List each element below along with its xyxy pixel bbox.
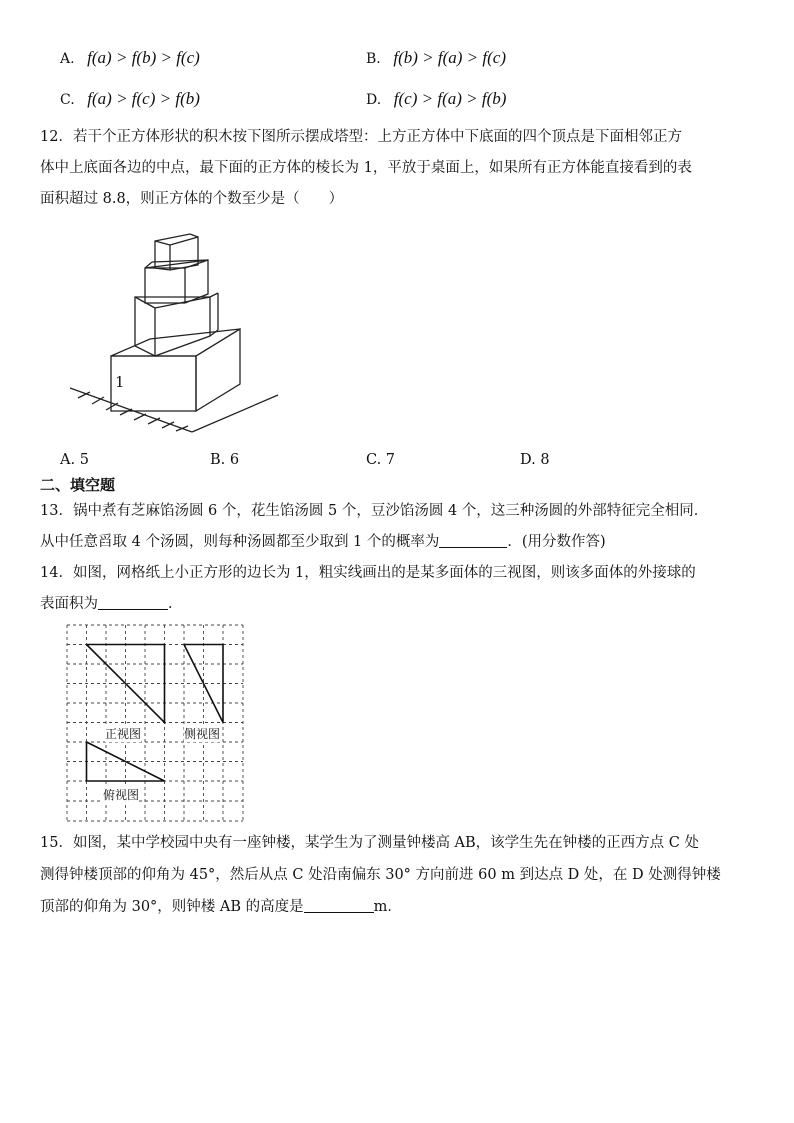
cube-edge-label: 1 (115, 373, 125, 391)
q14-answer-blank (98, 594, 168, 610)
q15-text-line1: 15．如图，某中学校园中央有一座钟楼，某学生为了测量钟楼高 AB，该学生先在钟楼的正西方点 C 处 (40, 835, 699, 851)
q12-text-line3: 面积超过 8.8，则正方体的个数至少是（ ） (40, 191, 344, 207)
q11-option-b: B. f(b) > f(a) > f(c) (366, 48, 506, 67)
q12-option-b: B. 6 (210, 452, 240, 468)
q12-option-d: D. 8 (520, 452, 550, 468)
q12-text-line2: 体中上底面各边的中点，最下面的正方体的棱长为 1，平放于桌面上，如果所有正方体能直接看到的表 (40, 160, 692, 176)
q15-text-line3: 顶部的仰角为 30°，则钟楼 AB 的高度是 m． (40, 899, 402, 915)
q15-text-line2: 测得钟楼顶部的仰角为 45°，然后从点 C 处沿南偏东 30° 方向前进 60 m 到达点 D 处，在 D 处测得钟楼 (40, 867, 721, 883)
top-view-label: 俯视图 (103, 788, 140, 802)
q13-answer-blank (439, 532, 507, 548)
q11-option-d: D. f(c) > f(a) > f(b) (366, 89, 507, 108)
q11-option-c: C. f(a) > f(c) > f(b) (60, 89, 200, 108)
q11-option-a: A. f(a) > f(b) > f(c) (60, 48, 200, 67)
front-view-label: 正视图 (105, 727, 142, 741)
q12-text-line1: 12．若干个正方体形状的积木按下图所示摆成塔型：上方正方体中下底面的四个顶点是下面相邻正方 (40, 129, 682, 145)
q12-option-c: C. 7 (366, 452, 396, 468)
section-title: 二、填空题 (40, 476, 116, 494)
side-view-label: 侧视图 (184, 727, 221, 741)
q12-option-a: A. 5 (60, 452, 89, 468)
q15-answer-blank (304, 897, 374, 913)
q14-text-line2: 表面积为 ． (40, 596, 183, 612)
q11-option-d-expr: f(c) > f(a) > f(b) (393, 89, 507, 108)
q14-text-line1: 14．如图，网格纸上小正方形的边长为 1，粗实线画出的是某多面体的三视图，则该多面体的外接球的 (40, 565, 696, 581)
q13-text-line1: 13．锅中煮有芝麻馅汤圆 6 个，花生馅汤圆 5 个，豆沙馅汤圆 4 个，这三种汤圆的外部特征完全相同． (40, 503, 709, 519)
q11-option-c-expr: f(a) > f(c) > f(b) (87, 89, 200, 108)
q11-option-a-expr: f(a) > f(b) > f(c) (87, 48, 200, 67)
q13-text-line2: 从中任意舀取 4 个汤圆，则每种汤圆都至少取到 1 个的概率为 ．(用分数作答) (40, 534, 606, 550)
q11-option-b-expr: f(b) > f(a) > f(c) (393, 48, 506, 67)
